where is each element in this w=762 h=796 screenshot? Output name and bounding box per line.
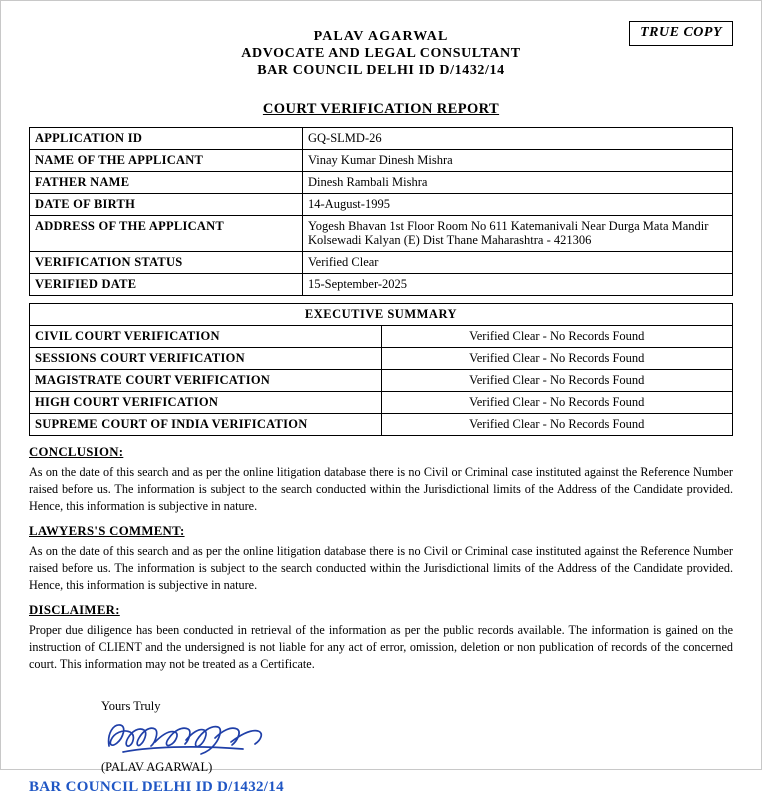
applicant-details-table xyxy=(29,127,733,296)
lawyers-comment-body: As on the date of this search and as per the online litigation database there is no Civil or Criminal case instituted against the Reference Number raised before us. The information is subject to the search conducted within the Jurisdictional limits of the Address of the Candidate provided. Hence, this information is subjective in nature. xyxy=(29,544,733,592)
executive-summary-heading: EXECUTIVE SUMMARY xyxy=(30,304,733,326)
summary-label: HIGH COURT VERIFICATION xyxy=(30,392,382,414)
table-row xyxy=(30,216,733,252)
field-label: NAME OF THE APPLICANT xyxy=(30,150,303,172)
summary-value: Verified Clear - No Records Found xyxy=(381,326,733,348)
summary-value: Verified Clear - No Records Found xyxy=(381,414,733,436)
field-value: 14-August-1995 xyxy=(303,194,733,216)
field-value: GQ-SLMD-26 xyxy=(303,128,733,150)
advocate-designation: ADVOCATE AND LEGAL CONSULTANT xyxy=(241,46,521,61)
summary-label: SESSIONS COURT VERIFICATION xyxy=(30,348,382,370)
field-label: VERIFICATION STATUS xyxy=(30,252,303,274)
field-value: Verified Clear xyxy=(303,252,733,274)
table-row xyxy=(30,370,733,392)
summary-label: CIVIL COURT VERIFICATION xyxy=(30,326,382,348)
summary-value: Verified Clear - No Records Found xyxy=(381,348,733,370)
table-row xyxy=(30,128,733,150)
executive-summary-table xyxy=(29,303,733,436)
page-title: COURT VERIFICATION REPORT xyxy=(262,101,500,117)
field-label: APPLICATION ID xyxy=(30,128,303,150)
table-row xyxy=(30,274,733,296)
yours-truly-label: Yours Truly xyxy=(101,699,161,713)
conclusion-heading: CONCLUSION: xyxy=(29,445,124,459)
disclaimer-body: Proper due diligence has been conducted in retrieval of the information as per the public records available. The information is gained on the instruction of CLIENT and the undersigned is not liable for any act of error, omission, deletion or non publication of records of the concerned court. This information may not be treated as a Certificate. xyxy=(29,623,733,671)
table-row xyxy=(30,392,733,414)
signature-icon xyxy=(103,716,733,760)
conclusion-section xyxy=(29,445,733,515)
conclusion-body: As on the date of this search and as per the online litigation database there is no Civil or Criminal case instituted against the Reference Number raised before us. The information is subject to the search conducted within the Jurisdictional limits of the Address of the Candidate provided. Hence, this information is subjective in nature. xyxy=(29,465,733,513)
field-label: FATHER NAME xyxy=(30,172,303,194)
table-row xyxy=(30,326,733,348)
signer-name: (PALAV AGARWAL) xyxy=(101,760,213,774)
field-label: VERIFIED DATE xyxy=(30,274,303,296)
lawyers-comment-section xyxy=(29,524,733,594)
true-copy-stamp: TRUE COPY xyxy=(629,21,733,46)
summary-label: MAGISTRATE COURT VERIFICATION xyxy=(30,370,382,392)
summary-label: SUPREME COURT OF INDIA VERIFICATION xyxy=(30,414,382,436)
summary-value: Verified Clear - No Records Found xyxy=(381,392,733,414)
disclaimer-heading: DISCLAIMER: xyxy=(29,603,120,617)
disclaimer-section xyxy=(29,603,733,673)
summary-value: Verified Clear - No Records Found xyxy=(381,370,733,392)
field-value: Yogesh Bhavan 1st Floor Room No 611 Katemanivali Near Durga Mata Mandir Kolsewadi Kalyan (E) Dist Thane Maharashtra - 421306 xyxy=(303,216,733,252)
table-row xyxy=(30,150,733,172)
field-label: DATE OF BIRTH xyxy=(30,194,303,216)
footer-bar-council-id: BAR COUNCIL DELHI ID D/1432/14 xyxy=(29,779,284,795)
field-value: Vinay Kumar Dinesh Mishra xyxy=(303,150,733,172)
advocate-bar-id: BAR COUNCIL DELHI ID D/1432/14 xyxy=(257,63,505,78)
field-value: 15-September-2025 xyxy=(303,274,733,296)
lawyers-comment-heading: LAWYERS'S COMMENT: xyxy=(29,524,185,538)
signoff-block xyxy=(29,699,733,775)
table-row xyxy=(30,348,733,370)
field-value: Dinesh Rambali Mishra xyxy=(303,172,733,194)
field-label: ADDRESS OF THE APPLICANT xyxy=(30,216,303,252)
table-row xyxy=(30,194,733,216)
table-header-row xyxy=(30,304,733,326)
table-row xyxy=(30,172,733,194)
table-row xyxy=(30,252,733,274)
table-row xyxy=(30,414,733,436)
advocate-name: PALAV AGARWAL xyxy=(313,29,449,44)
